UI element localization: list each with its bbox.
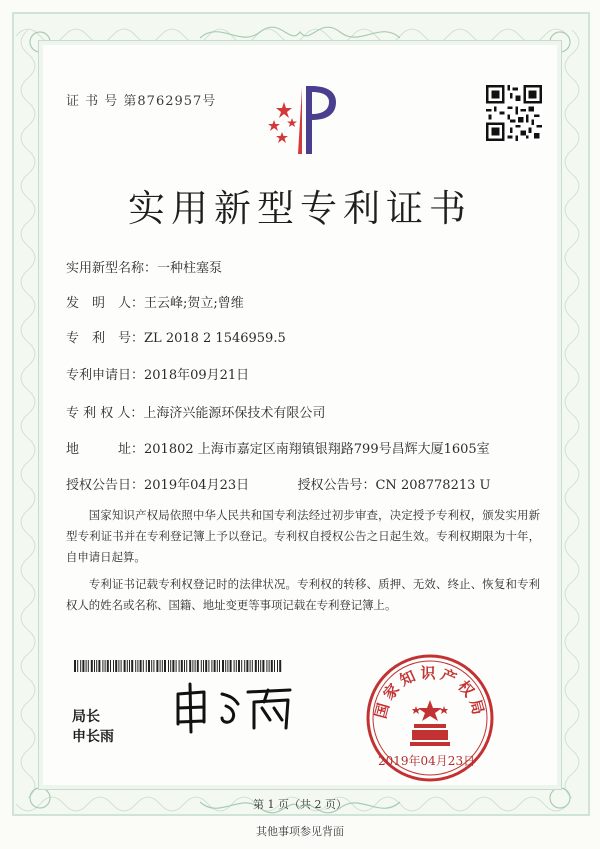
qr-code-icon — [486, 85, 542, 141]
body-paragraph-1: 国家知识产权局依照中华人民共和国专利法经过初步审查，决定授予专利权，颁发实用新型专利证书并在专利登记簿上予以登记。专利权自授权公告之日起生效。专利权期限为十年，自申请日起算。 — [66, 508, 540, 564]
field-inventors — [66, 292, 244, 311]
field-value: 201802 上海市嘉定区南翔镇银翔路799号昌辉大厦1605室 — [144, 442, 490, 457]
field-label: 专 利 权 人： — [66, 406, 144, 421]
field-address — [66, 438, 490, 457]
field-label: 地 址： — [66, 442, 145, 457]
field-value: 一种柱塞泵 — [157, 261, 223, 276]
signatory-title: 局长 — [72, 709, 100, 725]
barcode-icon — [74, 660, 284, 672]
body-paragraph-2: 专利证书记载专利权登记时的法律状况。专利权的转移、质押、无效、终止、恢复和专利权人的姓名或名称、国籍、地址变更等事项记载在专利登记簿上。 — [66, 577, 540, 612]
grant-number-value: CN 208778213 U — [375, 478, 491, 493]
field-label: 实用新型名称： — [66, 261, 158, 276]
cnipa-logo-icon — [262, 80, 342, 160]
footer-note: 其他事项参见背面 — [256, 825, 344, 838]
certificate-title: 实用新型专利证书 — [128, 187, 472, 230]
field-label: 发 明 人： — [66, 296, 145, 311]
field-utility-model-name — [66, 257, 222, 276]
field-grant-info — [66, 474, 490, 493]
page-number: 第 1 页（共 2 页） — [253, 798, 347, 811]
field-value: 上海济兴能源环保技术有限公司 — [143, 406, 326, 421]
field-value: 王云峰;贺立;曾维 — [144, 296, 244, 311]
field-patentee — [66, 402, 325, 421]
seal-date: 2019年04月23日 — [378, 754, 476, 768]
handwritten-signature-icon — [170, 680, 310, 734]
field-application-date — [66, 364, 249, 383]
certificate-body — [66, 505, 540, 616]
field-value: 2018年09月21日 — [144, 368, 250, 383]
field-label: 专利申请日： — [66, 368, 145, 383]
certificate-number: 证 书 号 第8762957号 — [66, 94, 217, 109]
field-label: 专 利 号： — [66, 331, 145, 346]
signatory-name: 申长雨 — [72, 729, 114, 745]
seal-text: 国家知识产权局 — [371, 664, 489, 721]
grant-date-label: 授权公告日： — [66, 478, 145, 493]
grant-number-label: 授权公告号： — [297, 478, 376, 493]
field-value: ZL 2018 2 1546959.5 — [144, 331, 286, 346]
field-patent-number — [66, 327, 286, 346]
grant-date-value: 2019年04月23日 — [144, 478, 250, 493]
